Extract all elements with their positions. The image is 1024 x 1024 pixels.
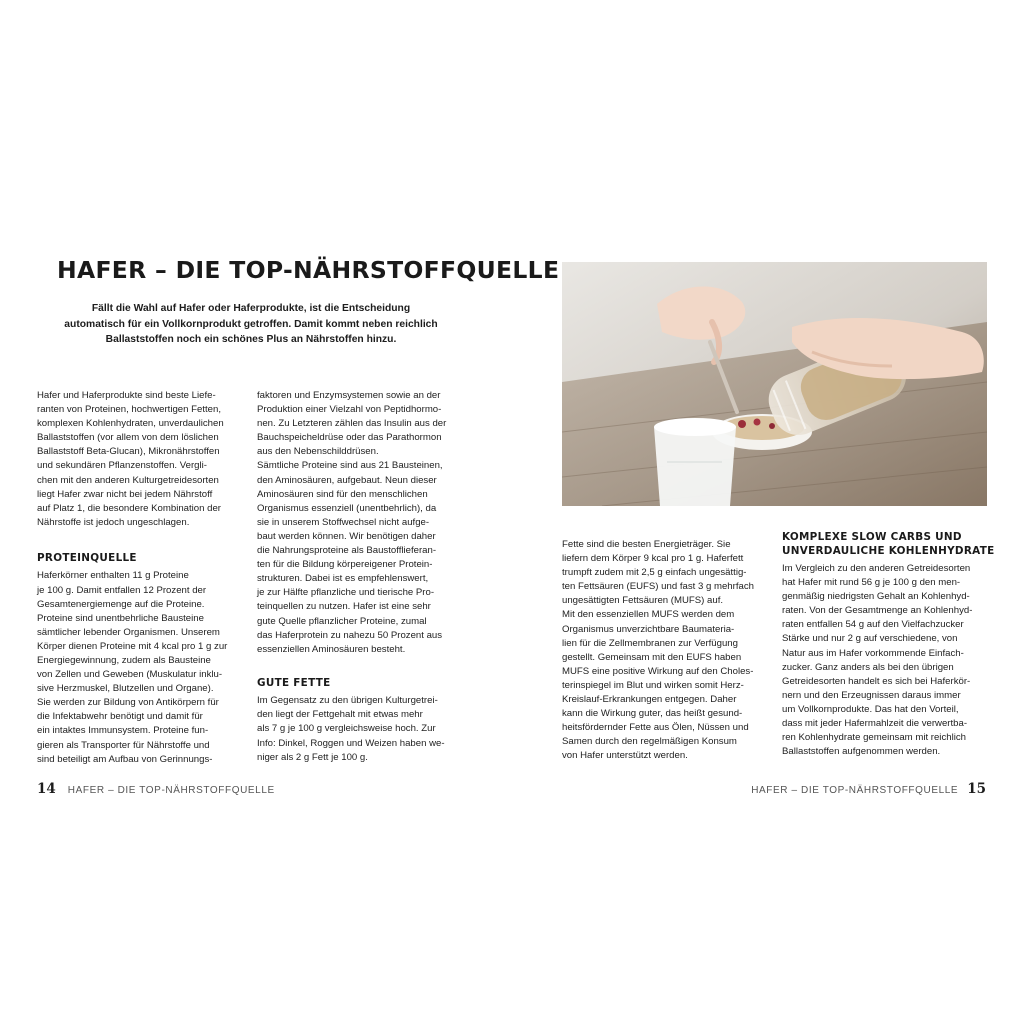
text-line: faktoren und Enzymsystemen sowie an der: [257, 390, 441, 401]
text-line: Ballaststoff Beta-Glucan), Mikronährstoffen: [37, 446, 220, 458]
text-line: Energiegewinnung, zudem als Bausteine: [37, 655, 211, 666]
text-line: je 100 g. Damit entfallen 12 Prozent der: [37, 584, 207, 596]
text-column-4: [782, 531, 995, 759]
text-line: das Haferprotein zu nahezu 50 Prozent aus: [257, 629, 443, 641]
text-line: gieren als Transporter für Nährstoffe und: [37, 739, 210, 751]
text-line: ten Fettsäuren (EUFS) und fast 3 g mehrfach: [562, 581, 754, 593]
text-line: Ballaststoffen aufgenommen werden.: [782, 746, 941, 758]
intro-line: automatisch für ein Vollkornprodukt getroffen. Damit kommt neben reichlich: [64, 318, 438, 330]
text-line: genmäßig niedrigsten Gehalt an Kohlenhyd-: [782, 591, 970, 603]
heading-line: KOMPLEXE SLOW CARBS UND: [782, 531, 962, 543]
text-line: liegt Hafer zwar nicht bei jedem Nährstoff: [37, 488, 213, 500]
text-line: kann die Wirkung guter, das heißt gesund-: [562, 708, 743, 720]
text-line: komplexen Kohlenhydraten, unverdaulichen: [37, 418, 224, 430]
oat-jar-photo: [562, 262, 987, 506]
text-line: niger als 2 g Fett je 100 g.: [257, 751, 368, 763]
running-title-left: HAFER – DIE TOP-NÄHRSTOFFQUELLE: [67, 785, 275, 796]
text-line: teinquellen zu nutzen. Hafer ist eine sehr: [257, 601, 431, 613]
text-line: Mit den essenziellen MUFS werden dem: [562, 609, 735, 621]
footer-right: [751, 781, 986, 797]
text-line: lien für die Zellmembranen zur Verfügung: [562, 637, 738, 649]
text-line: gestellt. Gemeinsam mit den EUFS haben: [562, 651, 742, 663]
text-line: Natur aus im Hafer vorkommende Einfach-: [782, 647, 964, 659]
photo-illustration: [562, 262, 987, 506]
page-number-right: 15: [967, 781, 986, 797]
text-line: Getreidesorten handelt es sich bei Haferkör-: [782, 675, 971, 687]
page-number-left: 14: [37, 781, 56, 797]
intro-line: Ballaststoffen noch ein schönes Plus an Nährstoffen hinzu.: [105, 334, 397, 345]
paragraph: [562, 538, 767, 764]
text-line: Aminosäuren sind für den menschlichen: [257, 488, 428, 500]
text-line: Ballaststoffen (vor allem von dem löslichen: [37, 432, 219, 444]
text-line: terinspiegel im Blut und wirken somit Herz-: [562, 679, 744, 691]
text-line: Körper dienen Proteine mit 4 kcal pro 1 g zur: [37, 640, 228, 652]
text-line: Produktion einer Vielzahl von Peptidhormo-: [257, 404, 442, 416]
text-line: Fette sind die besten Energieträger. Sie: [562, 539, 731, 550]
section-heading-proteinquelle: PROTEINQUELLE: [37, 551, 137, 564]
paragraph: [37, 569, 242, 766]
text-line: von Zellen und Geweben (Muskulatur inklu-: [37, 669, 223, 681]
text-line: gute Quelle pflanzlicher Proteine, zumal: [257, 615, 427, 627]
text-line: die Nahrungsproteine als Baustofflieferan-: [257, 545, 437, 557]
text-line: sind beteiligt am Aufbau von Gerinnungs-: [37, 753, 213, 765]
text-line: und sekundären Pflanzenstoffen. Vergli-: [37, 460, 207, 472]
text-line: sie in unserem Stoffwechsel nicht aufge-: [257, 516, 430, 528]
text-line: baut werden können. Wir benötigen daher: [257, 530, 436, 542]
paragraph: [257, 694, 462, 764]
text-line: auf Platz 1, die besondere Kombination der: [37, 502, 222, 514]
text-line: sämtlicher lebender Organismen. Unserem: [37, 626, 220, 638]
text-line: Samen durch den regelmäßigen Konsum: [562, 736, 737, 748]
text-line: strukturen. Dabei ist es empfehlenswert,: [257, 573, 429, 585]
page-title: HAFER – DIE TOP-NÄHRSTOFFQUELLE: [57, 256, 560, 284]
text-line: chen mit den anderen Kulturgetreidesorten: [37, 474, 219, 486]
text-line: Sämtliche Proteine sind aus 21 Bausteinen,: [257, 460, 443, 472]
text-line: Kreislauf-Erkrankungen entgegen. Daher: [562, 694, 737, 706]
text-line: den liegt der Fettgehalt mit etwas mehr: [257, 709, 423, 721]
text-line: Nährstoffe ist jedoch ungeschlagen.: [37, 516, 190, 528]
text-line: Proteine sind unentbehrliche Bausteine: [37, 612, 204, 624]
text-line: Gesamtenergiemenge auf die Proteine.: [37, 598, 205, 610]
text-line: je zur Hälfte pflanzliche und tierische Pro-: [257, 587, 435, 599]
text-line: hat Hafer mit rund 56 g je 100 g den men-: [782, 577, 961, 589]
text-line: um Vollkornprodukte. Das hat den Vorteil,: [782, 703, 959, 715]
text-line: aus den Nebenschilddrüsen.: [257, 446, 379, 458]
text-line: ren Kohlenhydrate gemeinsam mit reichlich: [782, 732, 966, 744]
intro-paragraph: [60, 301, 442, 348]
text-line: Sie werden zur Bildung von Antikörpern für: [37, 697, 219, 709]
text-line: Haferkörner enthalten 11 g Proteine: [37, 570, 189, 582]
text-column-3: [562, 538, 767, 764]
text-line: liefern dem Körper 9 kcal pro 1 g. Haferfett: [562, 553, 744, 565]
text-line: MUFS eine positive Wirkung auf den Choles-: [562, 665, 754, 677]
text-line: nen. Zu Letzteren zählen das Insulin aus der: [257, 418, 447, 430]
text-line: Bauchspeicheldrüse oder das Parathormon: [257, 432, 442, 444]
text-line: den Aminosäuren, aufgebaut. Neun dieser: [257, 474, 437, 486]
intro-line: Fällt die Wahl auf Hafer oder Haferprodukte, ist die Entscheidung: [91, 303, 411, 314]
text-line: raten. Von der Gesamtmenge an Kohlenhyd-: [782, 605, 973, 617]
text-line: Im Vergleich zu den anderen Getreidesorten: [782, 563, 971, 574]
text-line: die Infektabwehr benötigt und damit für: [37, 711, 203, 723]
text-line: zucker. Ganz anders als bei den übrigen: [782, 661, 954, 673]
section-heading-gute-fette: GUTE FETTE: [257, 676, 331, 689]
paragraph: [37, 389, 242, 530]
text-line: nern und den Erzeugnissen daraus immer: [782, 689, 961, 701]
text-line: ranten von Proteinen, hochwertigen Fetten,: [37, 404, 221, 416]
text-line: ungesättigten Fettsäuren (MUFS) auf.: [562, 595, 724, 607]
text-line: sive Herzmuskel, Blutzellen und Organe).: [37, 683, 214, 695]
running-title-right: HAFER – DIE TOP-NÄHRSTOFFQUELLE: [751, 785, 959, 796]
text-line: trumpft zudem mit 2,5 g einfach ungesättig-: [562, 567, 747, 579]
text-line: Stärke und nur 2 g auf verschiedene, von: [782, 633, 958, 645]
text-line: ten für die Bildung körpereigener Protein-: [257, 559, 433, 571]
paragraph: [257, 389, 462, 657]
text-line: Organismus essenziell (unentbehrlich), da: [257, 502, 437, 514]
text-line: Info: Dinkel, Roggen und Weizen haben we-: [257, 737, 445, 749]
section-heading-slow-carbs: [782, 531, 995, 558]
footer-left: [37, 781, 275, 797]
text-line: dass mit jeder Hafermahlzeit die verwertba-: [782, 718, 968, 730]
heading-line: UNVERDAULICHE KOHLENHYDRATE: [782, 544, 995, 557]
text-line: Im Gegensatz zu den übrigen Kulturgetrei-: [257, 695, 438, 707]
text-column-2: [257, 389, 462, 765]
text-line: von Hafer unterstützt werden.: [562, 750, 688, 762]
paragraph: [782, 562, 987, 759]
text-line: als 7 g je 100 g vergleichsweise hoch. Zur: [257, 723, 436, 735]
text-line: heitsfördernder Fette aus Ölen, Nüssen und: [562, 722, 749, 734]
text-line: ein intaktes Immunsystem. Proteine fun-: [37, 725, 209, 737]
text-line: Organismus unverzichtbare Baumateria-: [562, 623, 735, 635]
text-line: raten entfallen 54 g auf den Vielfachzucker: [782, 619, 964, 631]
text-line: essenziellen Aminosäuren besteht.: [257, 643, 406, 655]
text-column-1: [37, 389, 242, 767]
text-line: Hafer und Haferprodukte sind beste Liefe-: [37, 390, 216, 401]
